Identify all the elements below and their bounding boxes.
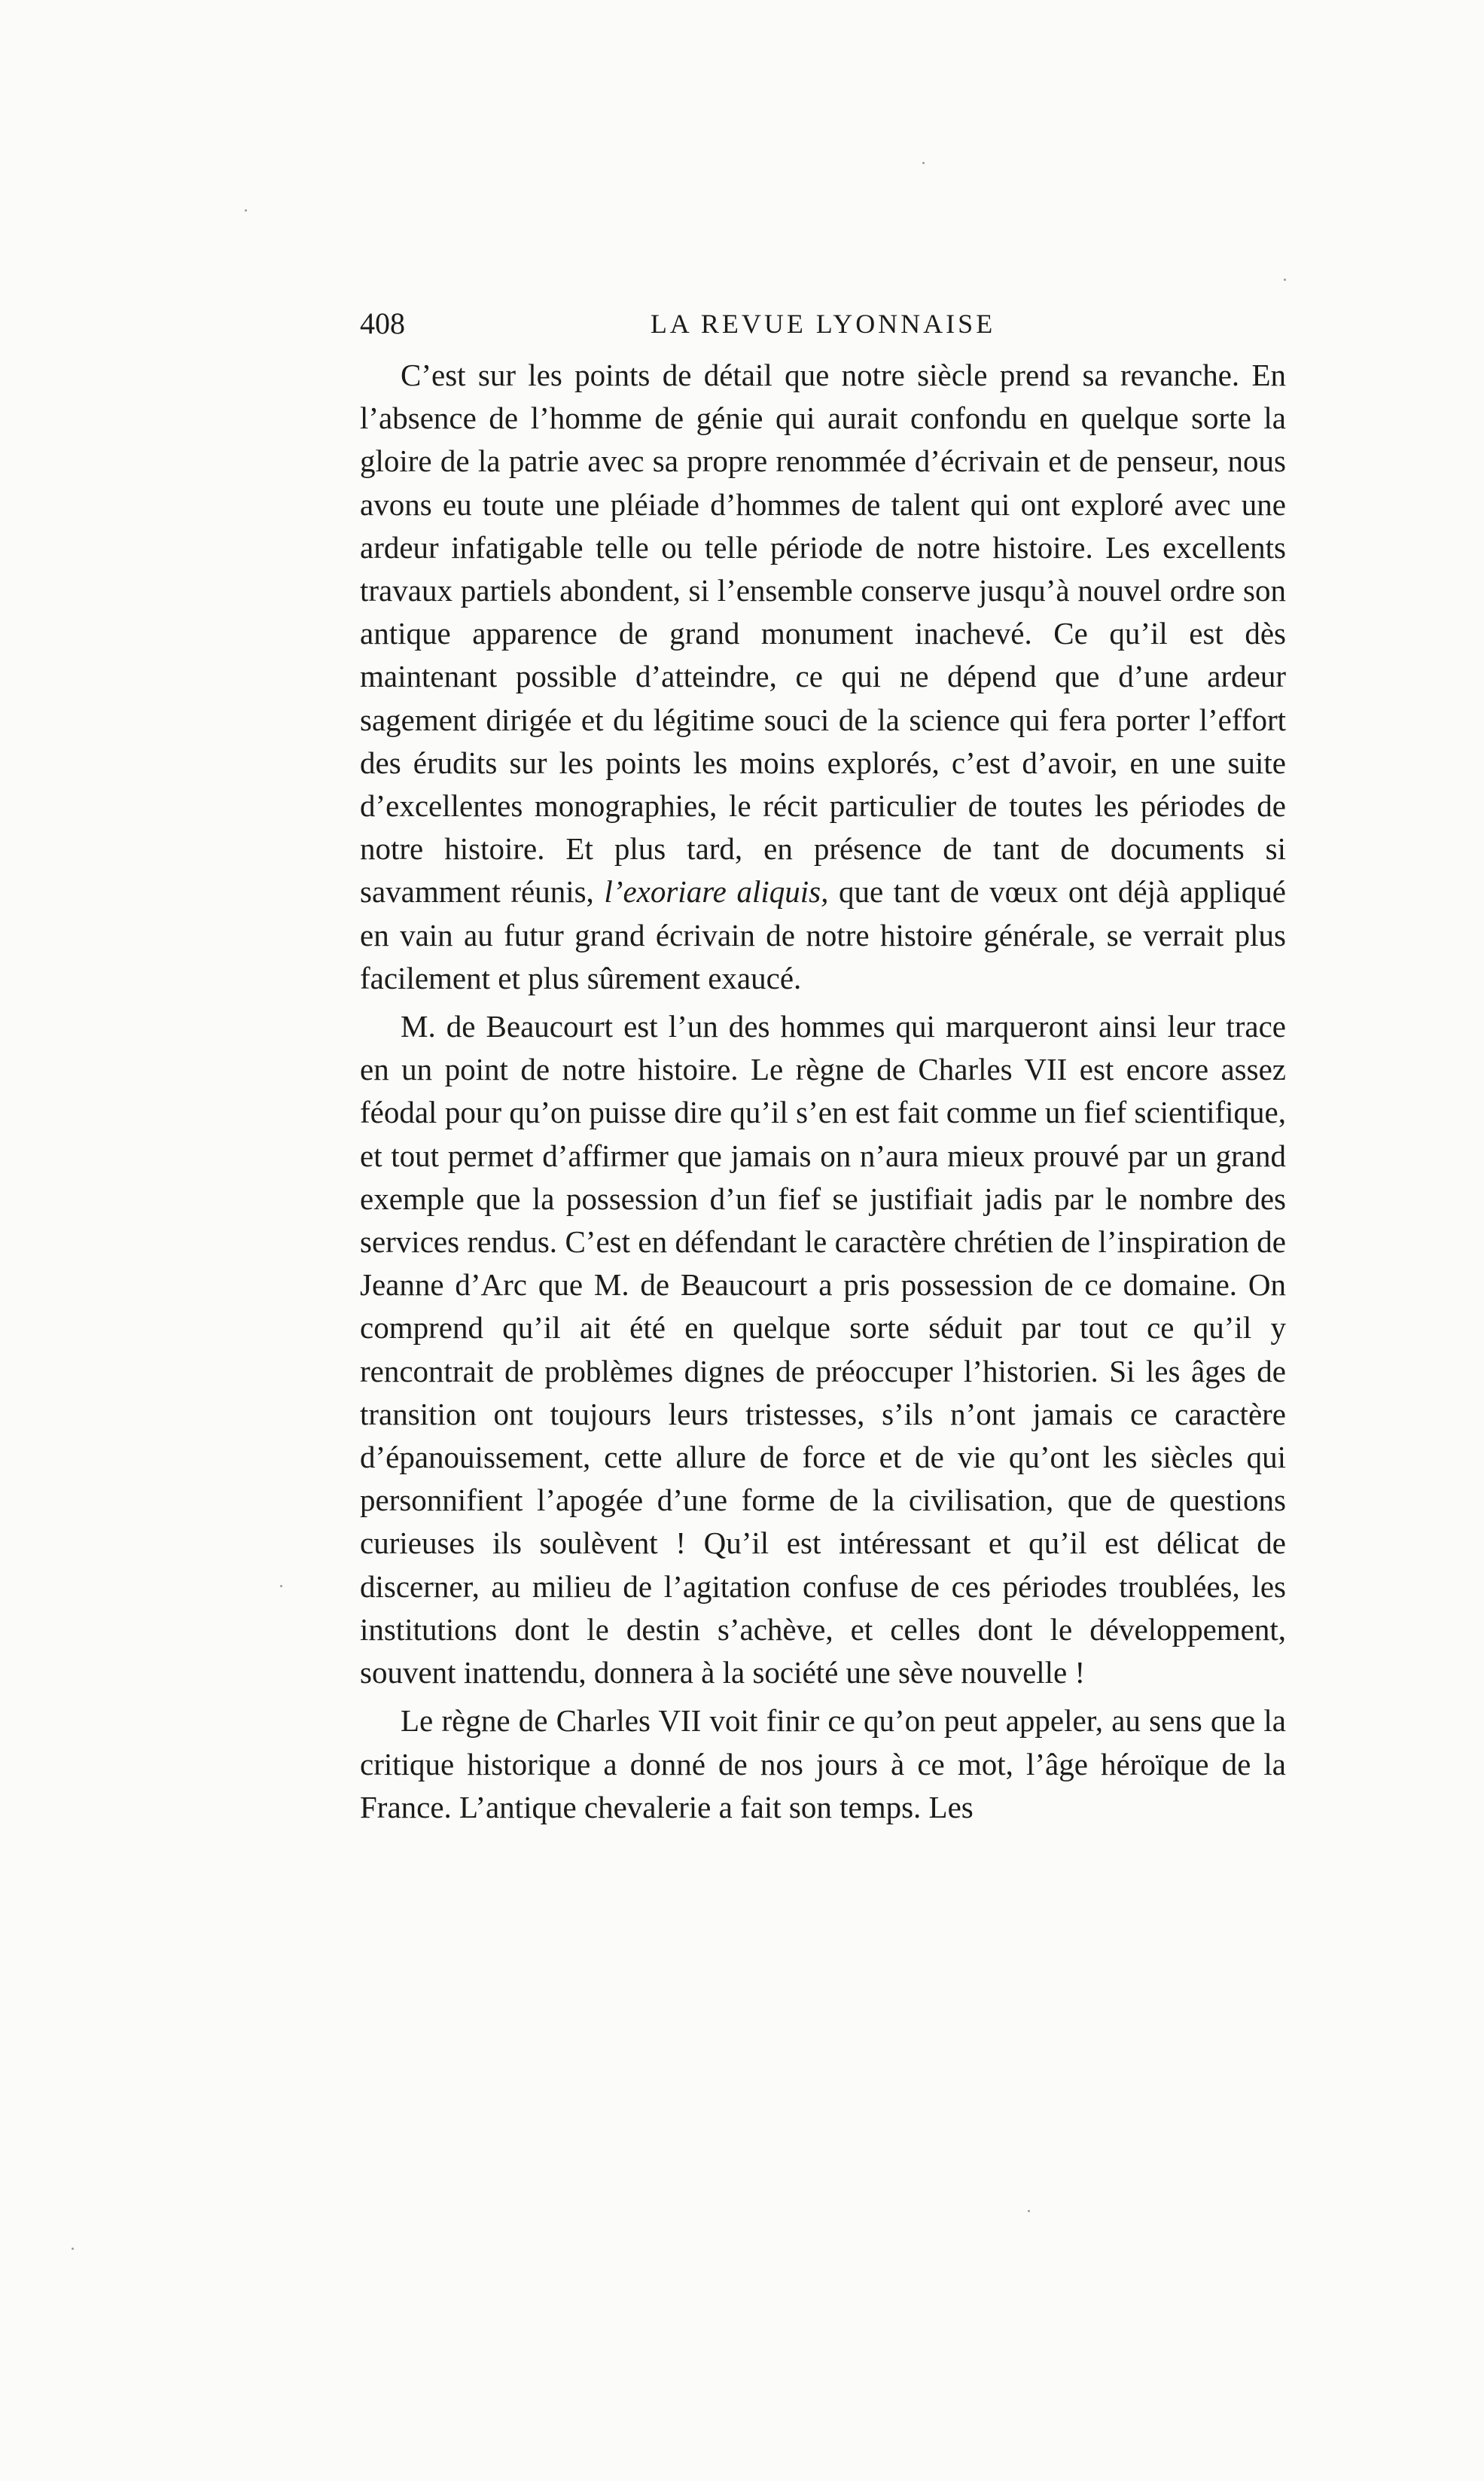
- paper-speck: [72, 2248, 74, 2250]
- page-header: [360, 301, 1286, 346]
- paragraph-1-text-after: que tant de vœux ont déjà appliqué en vain au futur grand écrivain de notre histoire générale, se verrait plus facilement et plus sûrement exaucé.: [360, 874, 1286, 995]
- latin-quotation: l’exoriare aliquis,: [604, 874, 829, 910]
- paragraph-1: [360, 354, 1286, 1000]
- paper-speck: [922, 162, 925, 164]
- paragraph-2: M. de Beaucourt est l’un des hommes qui marqueront ainsi leur trace en un point de notre histoire. Le règne de Charles VII est encore assez féodal pour qu’on puisse dire qu’il s’en est fait comme un fief scientifique, et tout permet d’affirmer que jamais on n’aura mieux prouvé par un grand exemple que la possession d’un fief se justifiait jadis par le nombre des services rendus. C’est en défendant le caractère chrétien de l’inspiration de Jeanne d’Arc que M. de Beaucourt a pris possession de ce domaine. On comprend qu’il ait été en quelque sorte séduit par tout ce qu’il y rencontrait de problèmes dignes de préoccuper l’historien. Si les âges de transition ont toujours leurs tristesses, s’ils n’ont jamais ce caractère d’épanouissement, cette allure de force et de vie qu’ont les siècles qui personnifient l’apogée d’une forme de la civilisation, que de questions curieuses ils soulèvent ! Qu’il est intéressant et qu’il est délicat de discerner, au milieu de l’agitation confuse de ces périodes troublées, les institutions dont le destin s’achève, et celles dont le développement, souvent inattendu, donnera à la société une sève nouvelle !: [360, 1009, 1286, 1690]
- paragraph-3: Le règne de Charles VII voit finir ce qu’on peut appeler, au sens que la critique historique a donné de nos jours à ce mot, l’âge héroïque de la France. L’antique chevalerie a fait son temps. Les: [360, 1703, 1286, 1824]
- paper-speck: [245, 209, 247, 212]
- body-text: [360, 354, 1286, 1834]
- running-title: LA REVUE LYONNAISE: [650, 309, 996, 339]
- paragraph-1-text-before: C’est sur les points de détail que notre siècle prend sa revanche. En l’absence de l’homme de génie qui aurait confondu en quelque sorte la gloire de la patrie avec sa propre renommée d’écrivain et de penseur, nous avons eu toute une pléiade d’hommes de talent qui ont exploré avec une ardeur infatigable telle ou telle période de notre histoire. Les excellents travaux partiels abondent, si l’ensemble conserve jusqu’à nouvel ordre son antique apparence de grand monument inachevé. Ce qu’il est dès maintenant possible d’atteindre, ce qui ne dépend que d’une ardeur sagement dirigée et du légitime souci de la science qui fera porter l’effort des érudits sur les points les moins explorés, c’est d’avoir, en une suite d’excellentes monographies, le récit particulier de toutes les périodes de notre histoire. Et plus tard, en présence de tant de documents si savamment réunis,: [360, 358, 1286, 910]
- page-number: 408: [360, 306, 405, 340]
- paper-speck: [280, 1585, 282, 1587]
- paper-speck: [1028, 2210, 1030, 2212]
- paper-speck: [1284, 279, 1286, 281]
